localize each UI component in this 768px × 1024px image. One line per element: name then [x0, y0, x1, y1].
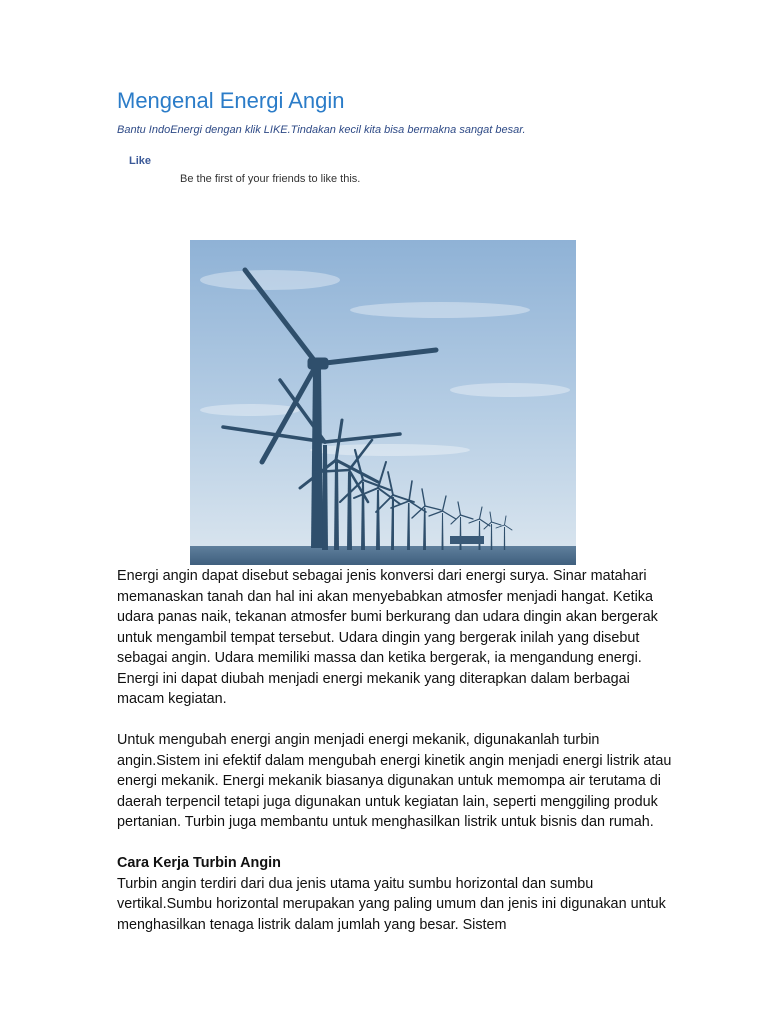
wind-turbine-illustration: [190, 240, 576, 565]
distant-ship: [450, 536, 484, 544]
wind-turbine-photo: [190, 240, 576, 565]
article-body: [117, 566, 677, 935]
paragraph-gap: [117, 710, 677, 731]
page-title: Mengenal Energi Angin: [117, 88, 345, 113]
paragraph-3: Turbin angin terdiri dari dua jenis utama yaitu sumbu horizontal dan sumbu vertikal.Sumbu horizontal merupakan yang paling umum dan jenis ini digunakan untuk menghasilkan tenaga listrik dalam jumlah yang besar. Sistem: [117, 875, 666, 933]
like-social-text: Be the first of your friends to like this.: [180, 173, 361, 185]
intro-text: Bantu IndoEnergi dengan klik LIKE.Tindakan kecil kita bisa bermakna sangat besar.: [117, 124, 526, 136]
like-button[interactable]: Like: [129, 155, 152, 167]
section-heading: Cara Kerja Turbin Angin: [117, 855, 281, 871]
paragraph-1: Energi angin dapat disebut sebagai jenis konversi dari energi surya. Sinar matahari memanaskan tanah dan hal ini akan menyebabkan atmosfer menjadi hangat. Ketika udara panas naik, tekanan atmosfer bumi berkurang dan udara dingin akan bergerak untuk mengambil tempat tersebut. Udara dingin yang bergerak inilah yang disebut sebagai angin. Udara memiliki massa dan ketika bergerak, ia mengandung energi. Energi ini dapat diubah menjadi energi mekanik yang diterapkan dalam berbagai macam kegiatan.: [117, 568, 658, 707]
paragraph-gap: [117, 833, 677, 854]
sea: [190, 546, 576, 565]
paragraph-2: Untuk mengubah energi angin menjadi energi mekanik, digunakanlah turbin angin.Sistem ini efektif dalam mengubah energi kinetik angin menjadi energi listrik atau energi mekanik. Energi mekanik biasanya digunakan untuk memompa air terutama di daerah terpencil tetapi juga digunakan untuk kegiatan lain, seperti menggiling produk pertanian. Turbin juga membantu untuk menghasilkan listrik untuk bisnis dan rumah.: [117, 732, 672, 830]
